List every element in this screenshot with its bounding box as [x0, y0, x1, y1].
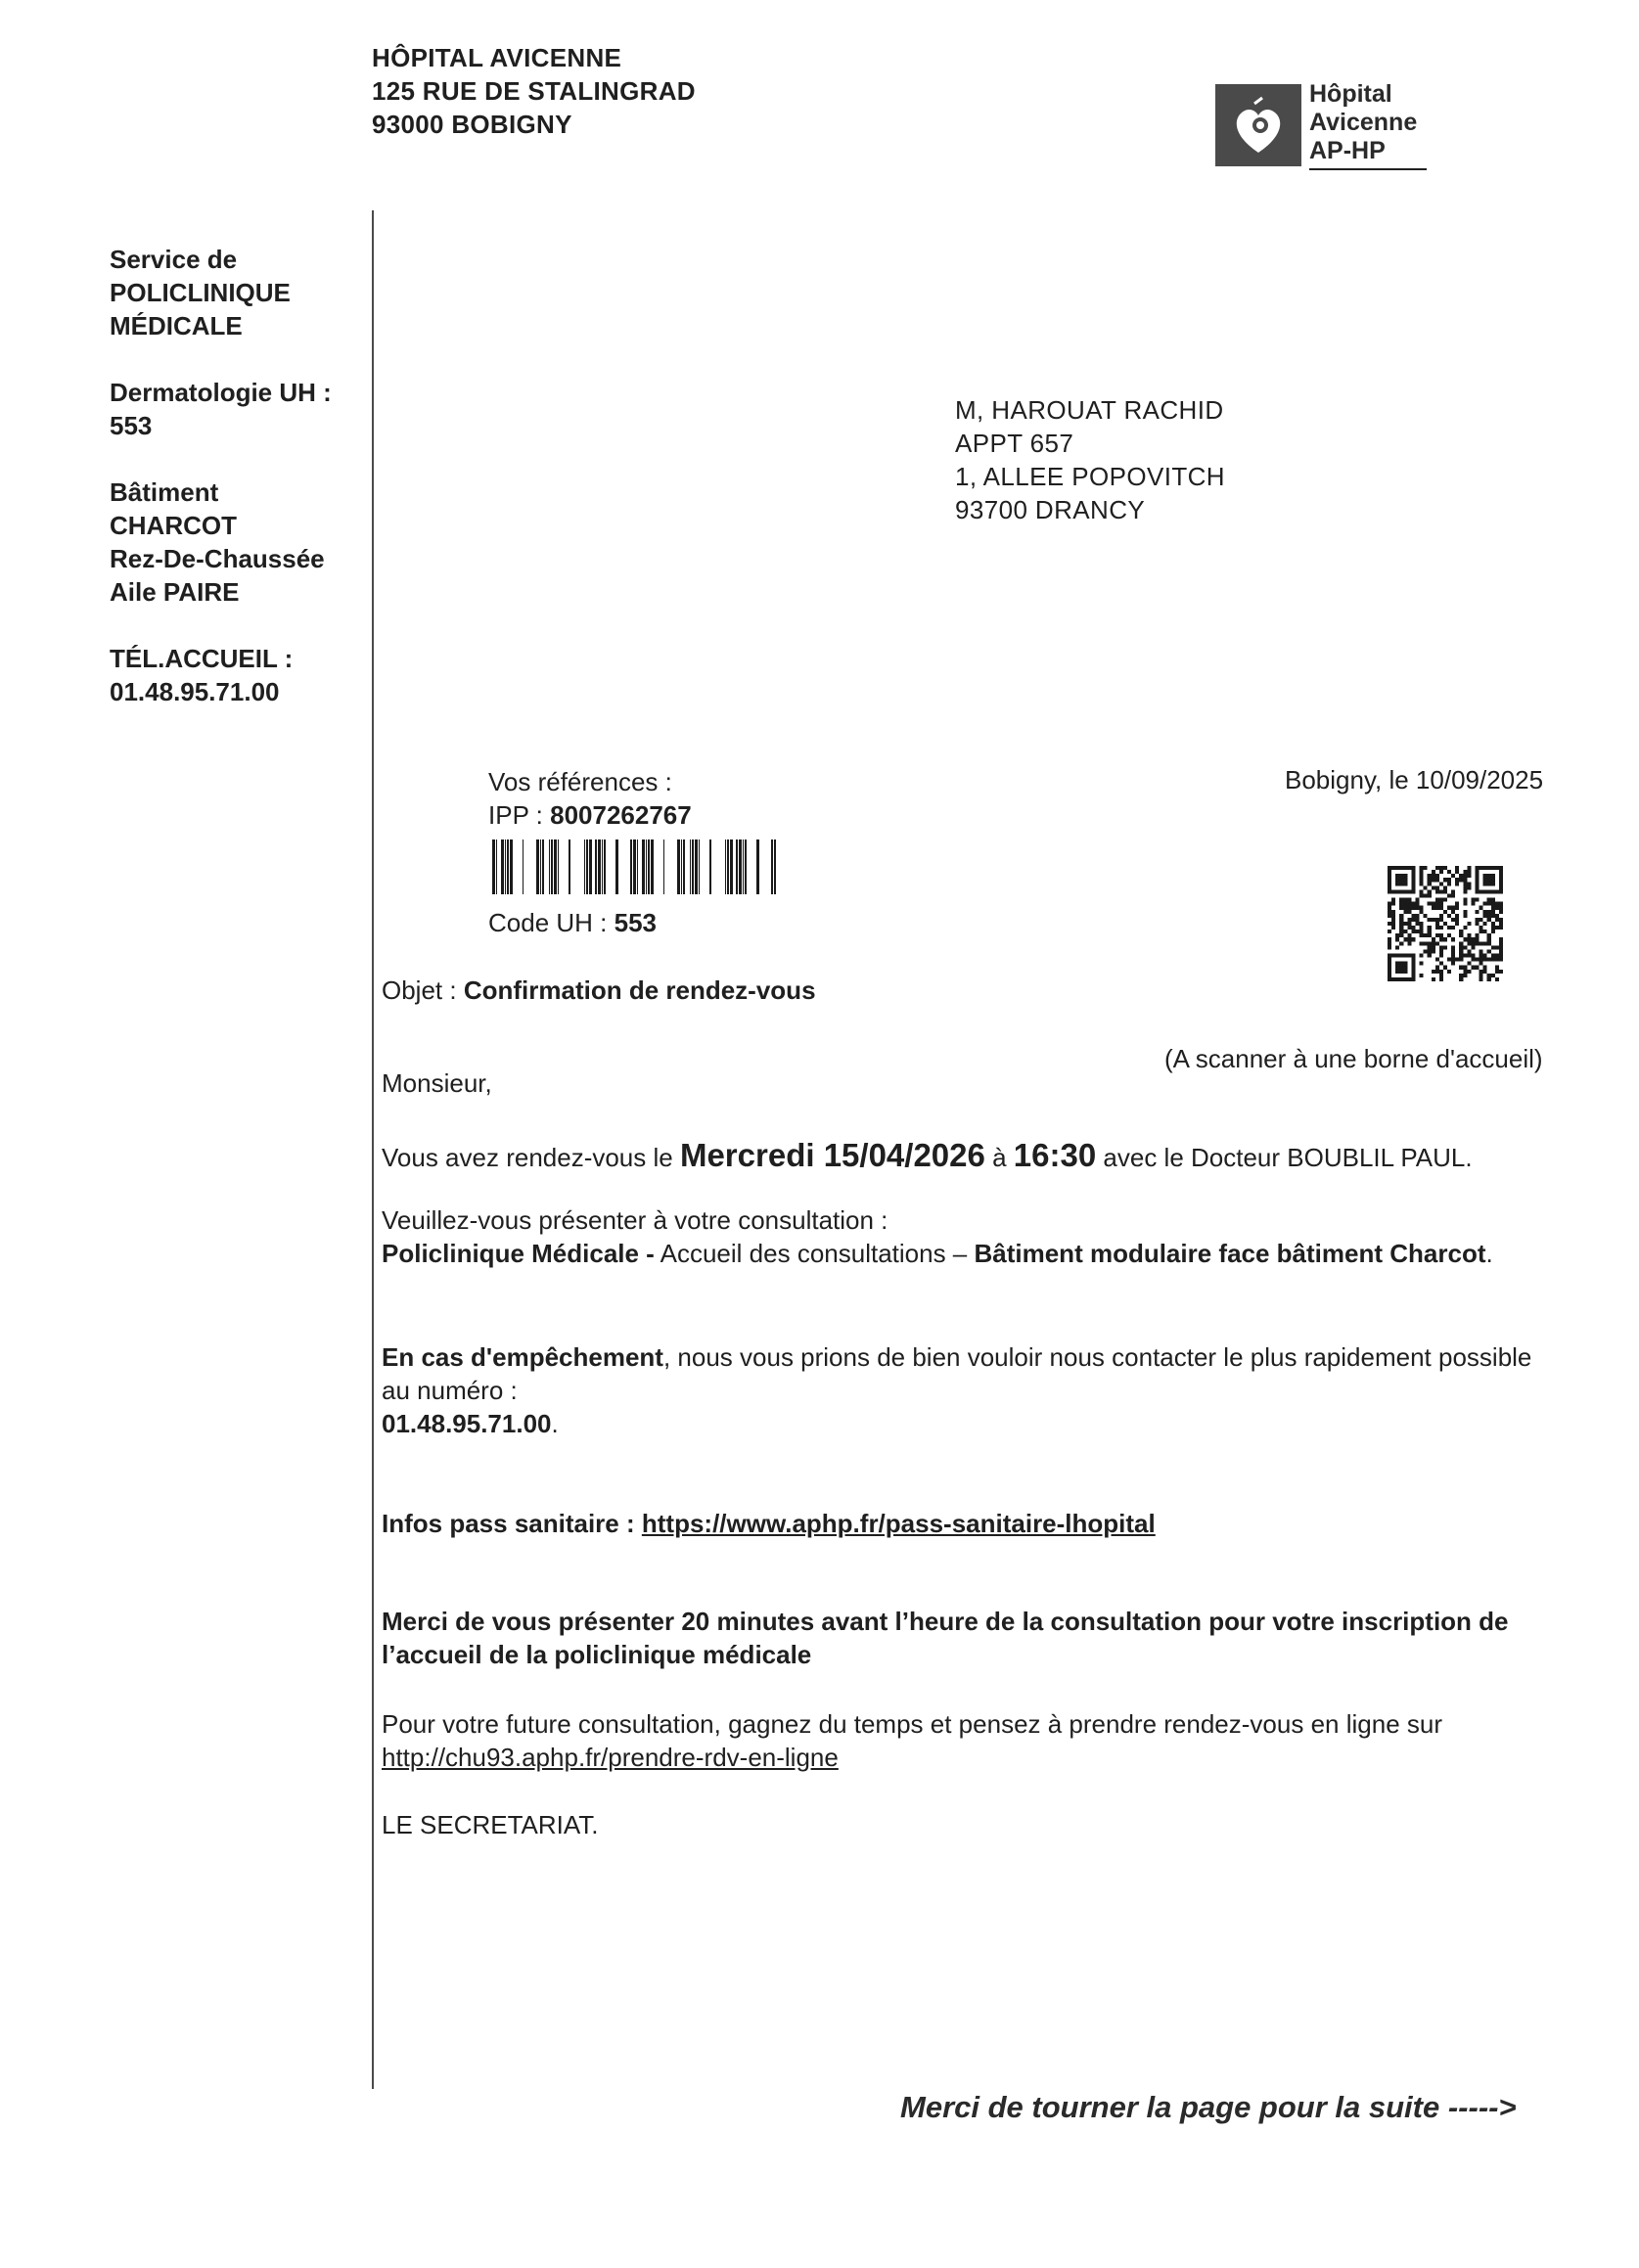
building-block: Bâtiment CHARCOT Rez-De-Chaussée Aile PAIRE — [110, 477, 325, 607]
qr-code-icon — [1388, 865, 1503, 982]
recipient-appt: APPT 657 — [955, 429, 1074, 458]
service-block: Service de POLICLINIQUE MÉDICALE — [110, 245, 291, 340]
recipient-city: 93700 DRANCY — [955, 495, 1146, 524]
contact-phone: 01.48.95.71.00 — [382, 1409, 552, 1438]
cancellation-paragraph: En cas d'empêchement, nous vous prions de bien vouloir nous contacter le plus rapidement possible au numéro : 01.48.95.71.00. — [382, 1342, 1532, 1438]
department-block: Dermatologie UH : 553 — [110, 378, 332, 440]
logo-underline — [1309, 168, 1427, 170]
scan-note: (A scanner à une borne d'accueil) — [1164, 1044, 1543, 1073]
hospital-address — [372, 41, 696, 141]
recipient-street: 1, ALLEE POPOVITCH — [955, 462, 1225, 491]
phone-block: TÉL.ACCUEIL : 01.48.95.71.00 — [110, 644, 294, 706]
letter-date: Bobigny, le 10/09/2025 — [1285, 765, 1544, 794]
ipp-line: IPP : 8007262767 — [488, 800, 692, 830]
references-label: Vos références : — [488, 767, 672, 796]
appointment-time: 16:30 — [1013, 1137, 1097, 1173]
barcode-icon — [492, 839, 776, 894]
code-uh-line: Code UH : 553 — [488, 908, 657, 937]
online-booking-paragraph: Pour votre future consultation, gagnez du temps et pensez à prendre rendez-vous en ligne sur http://chu93.aphp.fr/prendre-rdv-en-ligne — [382, 1709, 1442, 1772]
pass-sanitaire-link[interactable]: https://www.aphp.fr/pass-sanitaire-lhopital — [641, 1509, 1156, 1538]
ipp-value: 8007262767 — [550, 800, 692, 830]
greeting: Monsieur, — [382, 1068, 492, 1098]
logo-text: Hôpital Avicenne AP-HP — [1309, 80, 1418, 164]
subject-value: Confirmation de rendez-vous — [463, 975, 816, 1005]
recipient-name: M, HAROUAT RACHID — [955, 395, 1224, 425]
hospital-street: 125 RUE DE STALINGRAD — [372, 76, 696, 106]
subject-line: Objet : Confirmation de rendez-vous — [382, 975, 816, 1005]
recipient-address — [955, 393, 1225, 526]
turn-page-note: Merci de tourner la page pour la suite -----> — [900, 2090, 1517, 2124]
heart-logo-icon — [1215, 84, 1301, 166]
signature: LE SECRETARIAT. — [382, 1810, 599, 1839]
hospital-logo — [1215, 80, 1431, 172]
location-paragraph: Veuillez-vous présenter à votre consultation : Policlinique Médicale - Accueil des consultations – Bâtiment modulaire face bâtiment Charcot. — [382, 1205, 1493, 1268]
references-block — [488, 765, 692, 832]
online-booking-link[interactable]: http://chu93.aphp.fr/prendre-rdv-en-ligne — [382, 1743, 839, 1772]
appointment-day: Mercredi 15/04/2026 — [679, 1137, 985, 1173]
vertical-divider — [372, 210, 374, 2089]
hospital-name: HÔPITAL AVICENNE — [372, 43, 622, 72]
arrival-notice: Merci de vous présenter 20 minutes avant l’heure de la consultation pour votre inscription de l’accueil de la policlinique médicale — [382, 1607, 1509, 1669]
code-uh-value: 553 — [614, 908, 657, 937]
appointment-line: Vous avez rendez-vous le Mercredi 15/04/2026 à 16:30 avec le Docteur BOUBLIL PAUL. — [382, 1137, 1473, 1173]
hospital-city: 93000 BOBIGNY — [372, 110, 572, 139]
sidebar-service-info — [110, 243, 332, 742]
pass-sanitaire-line: Infos pass sanitaire : https://www.aphp.fr/pass-sanitaire-lhopital — [382, 1509, 1156, 1538]
